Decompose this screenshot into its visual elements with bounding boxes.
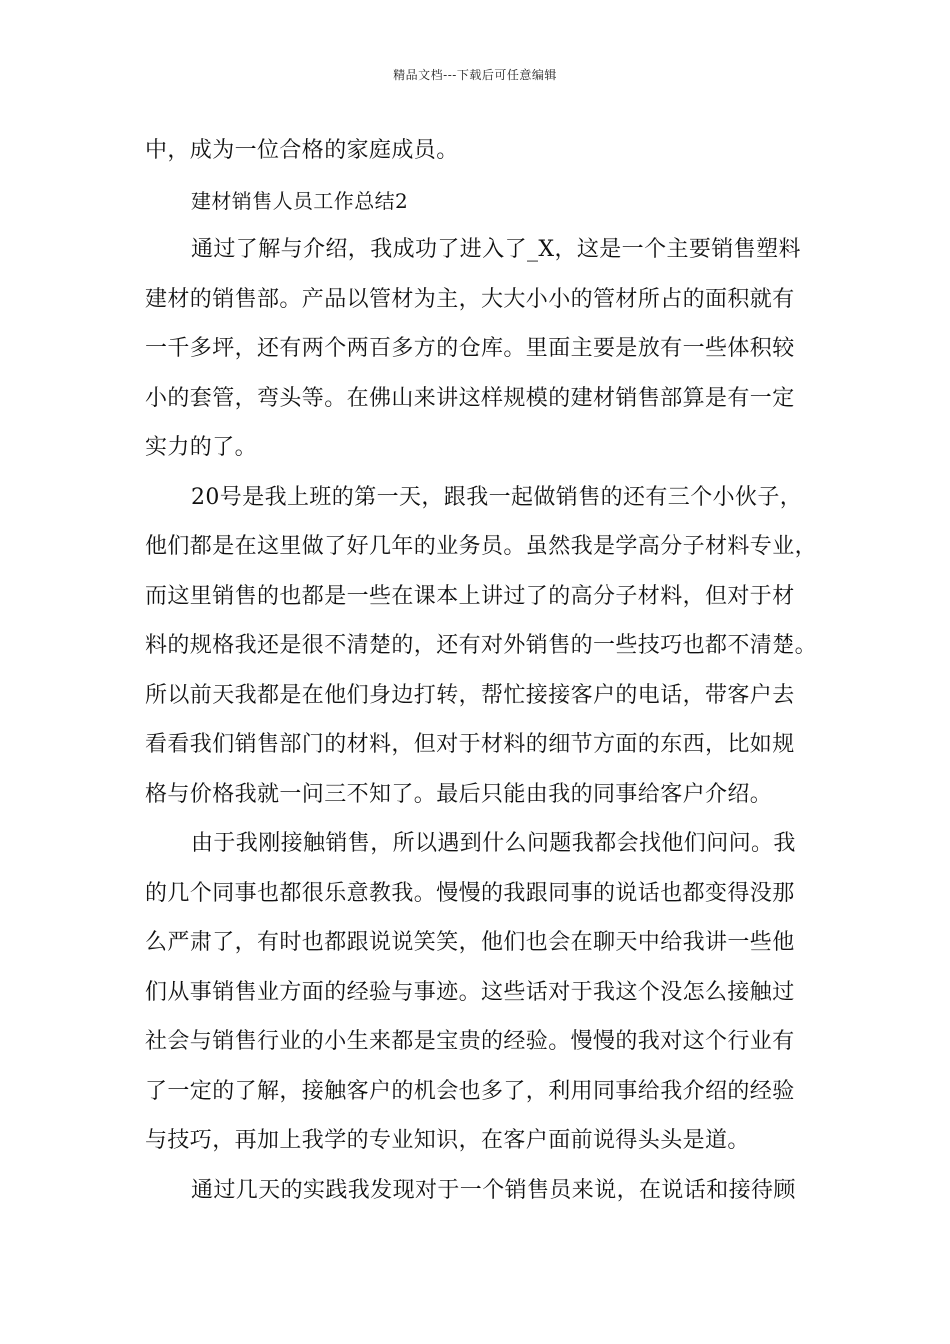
- text-line: 由于我刚接触销售，所以遇到什么问题我都会找他们问问。我: [191, 831, 796, 856]
- text-line: 格与价格我就一问三不知了。最后只能由我的同事给客户介绍。: [145, 781, 773, 807]
- page-header: 精品文档---下载后可任意编辑: [393, 68, 557, 82]
- text-line: 么严肃了，有时也都跟说说笑笑，他们也会在聊天中给我讲一些他: [145, 930, 795, 955]
- text-line: 通过了解与介绍，我成功了进入了_X，这是一个主要销售塑料: [191, 237, 801, 262]
- text-line: 看看我们销售部门的材料，但对于材料的细节方面的东西，比如规: [145, 732, 795, 757]
- document-body: [145, 133, 818, 1222]
- text-line: 一千多坪，还有两个两百多方的仓库。里面主要是放有一些体积较: [145, 336, 795, 361]
- text-line: 中，成为一位合格的家庭成员。: [145, 138, 459, 163]
- text-line: 与技巧，再加上我学的专业知识，在客户面前说得头头是道。: [145, 1128, 750, 1153]
- section-title: 建材销售人员工作总结2: [191, 188, 409, 213]
- text-line: 料的规格我还是很不清楚的，还有对外销售的一些技巧也都不清楚。: [145, 633, 818, 658]
- text-line: 通过几天的实践我发现对于一个销售员来说，在说话和接待顾: [191, 1177, 796, 1203]
- text-line: 的几个同事也都很乐意教我。慢慢的我跟同事的说话也都变得没那: [145, 880, 795, 906]
- text-line: 实力的了。: [145, 435, 258, 460]
- text-line: 小的套管，弯头等。在佛山来讲这样规模的建材销售部算是有一定: [145, 385, 795, 411]
- text-line: 所以前天我都是在他们身边打转，帮忙接接客户的电话，带客户去: [145, 682, 795, 708]
- text-line: 20号是我上班的第一天，跟我一起做销售的还有三个小伙子，: [191, 484, 803, 510]
- text-line: 社会与销售行业的小生来都是宝贵的经验。慢慢的我对这个行业有: [145, 1029, 795, 1054]
- text-line: 他们都是在这里做了好几年的业务员。虽然我是学高分子材料专业，: [145, 534, 818, 559]
- text-line: 们从事销售业方面的经验与事迹。这些话对于我这个没怎么接触过: [145, 979, 795, 1005]
- text-line: 建材的销售部。产品以管材为主，大大小小的管材所占的面积就有: [145, 286, 795, 312]
- text-line: 而这里销售的也都是一些在课本上讲过了的高分子材料，但对于材: [145, 583, 795, 609]
- text-line: 了一定的了解，接触客户的机会也多了，利用同事给我介绍的经验: [145, 1078, 795, 1104]
